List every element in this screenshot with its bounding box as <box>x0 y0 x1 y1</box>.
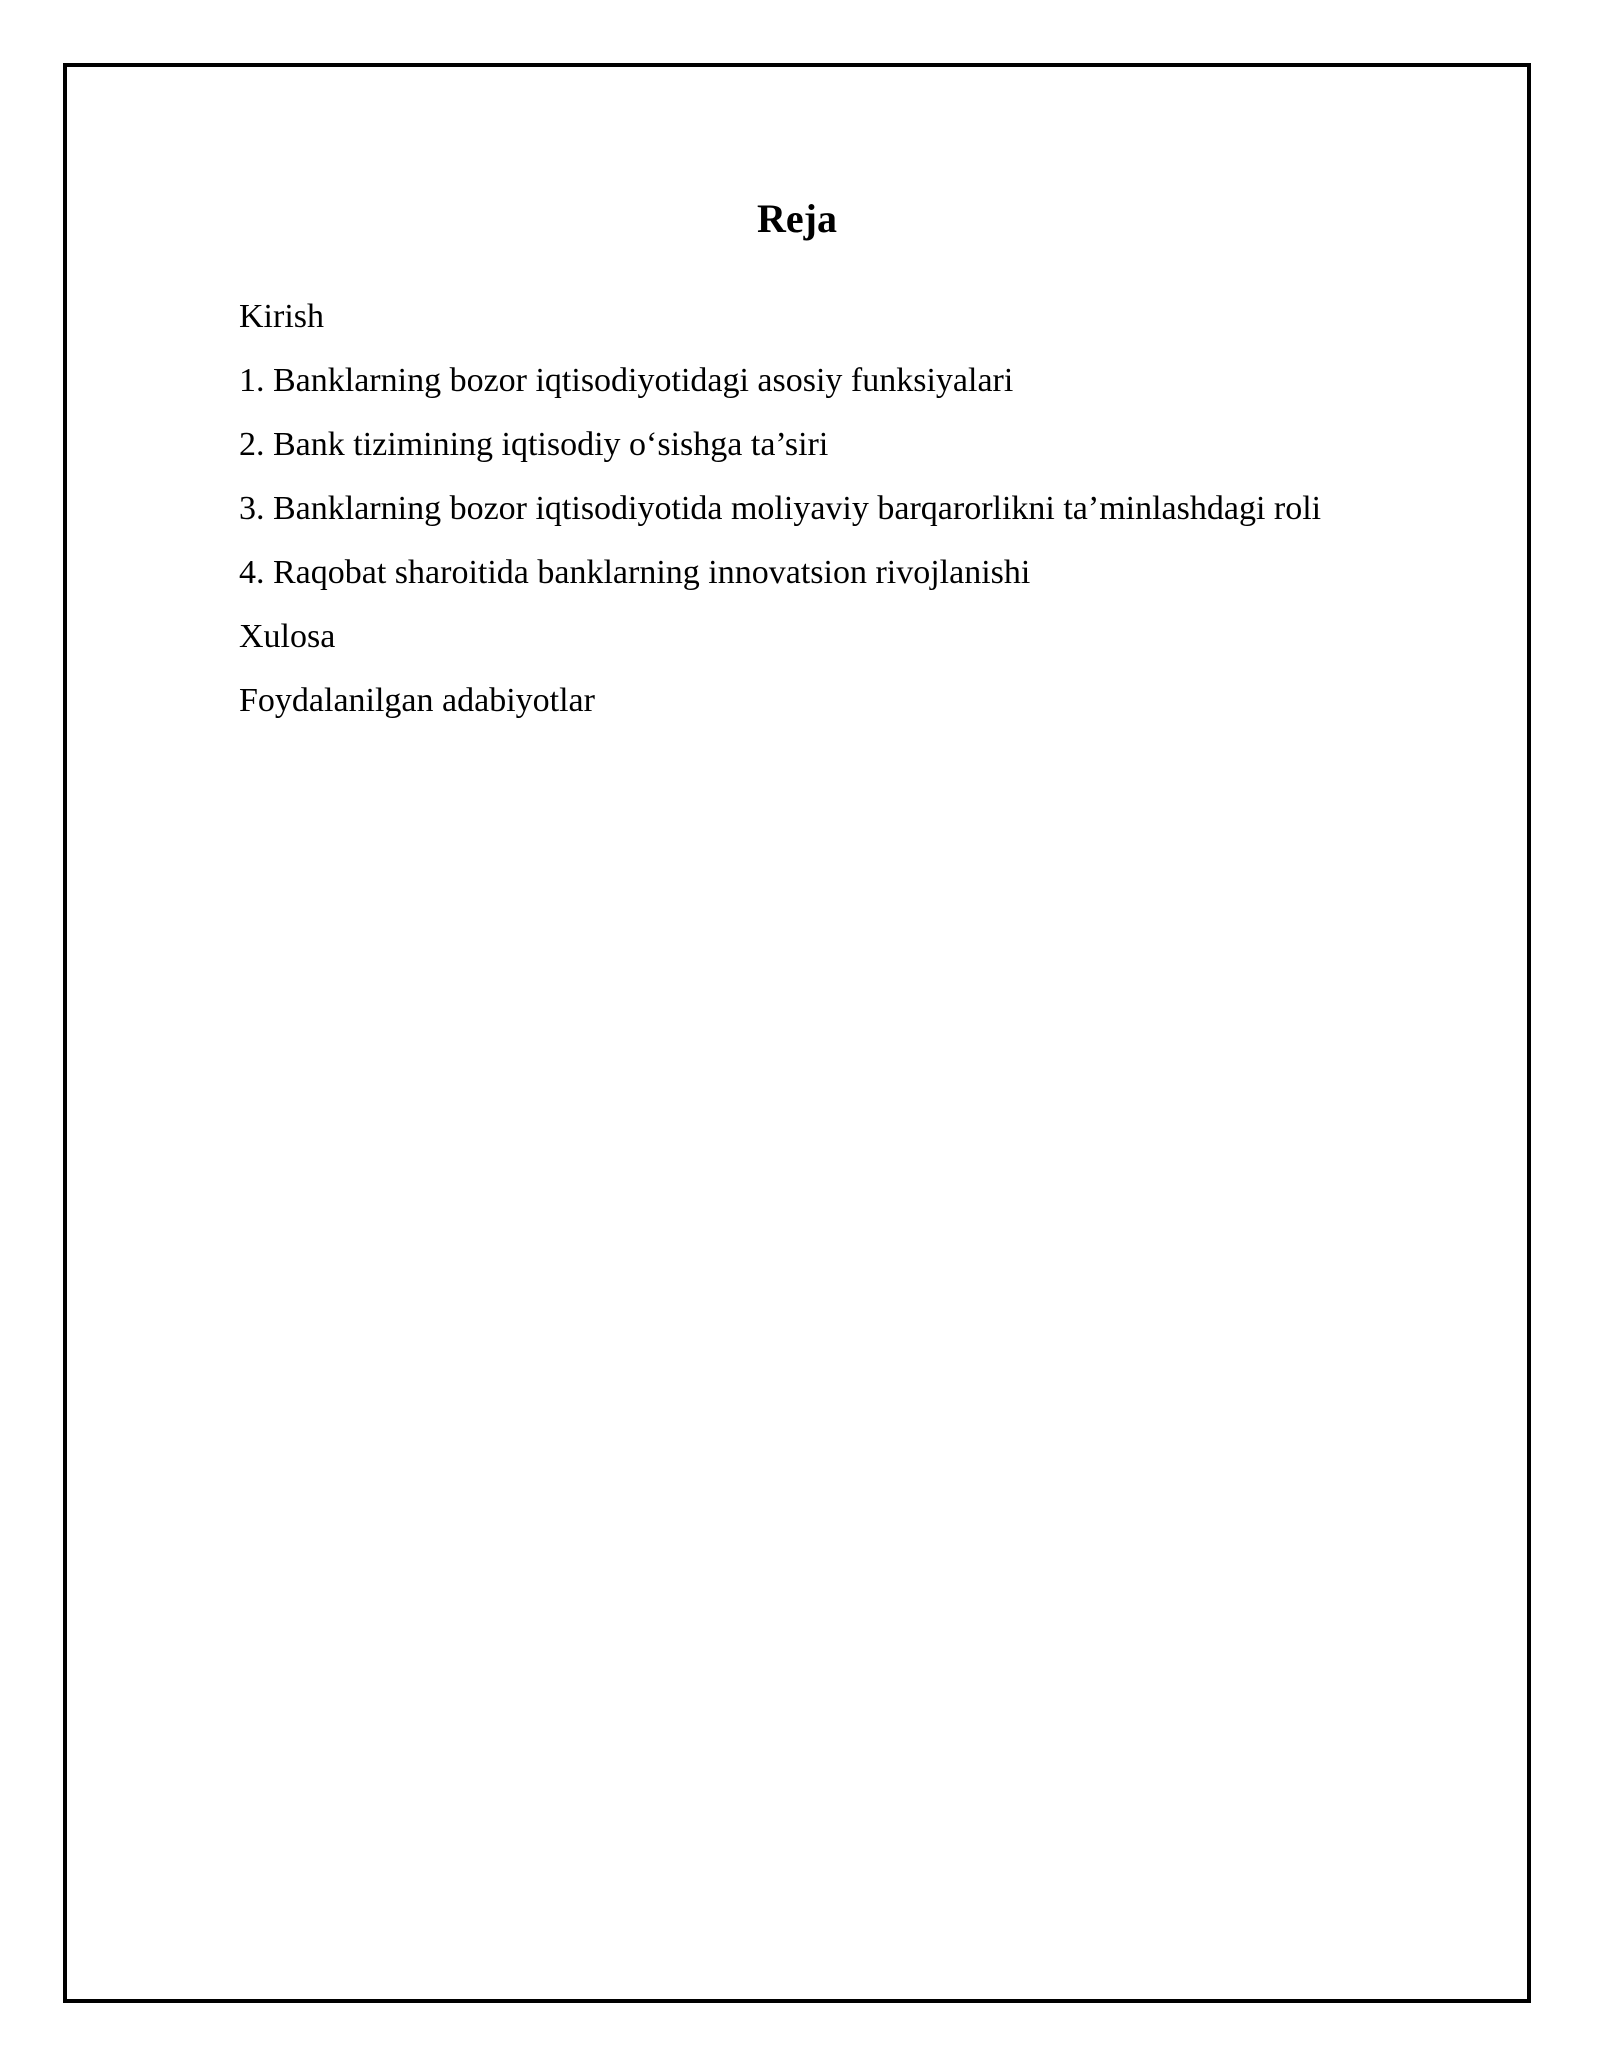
toc-item-1: 1. Banklarning bozor iqtisodiyotidagi asosiy funksiyalari <box>239 362 1014 399</box>
toc-item-introduction: Kirish <box>239 298 324 335</box>
toc-item-4: 4. Raqobat sharoitida banklarning innovatsion rivojlanishi <box>239 554 1031 591</box>
toc-item-references: Foydalanilgan adabiyotlar <box>239 682 595 719</box>
page-border-frame <box>63 63 1531 2003</box>
toc-item-3: 3. Banklarning bozor iqtisodiyotida moliyaviy barqarorlikni ta’minlashdagi roli <box>239 490 1322 527</box>
toc-item-2: 2. Bank tizimining iqtisodiy o‘sishga ta’siri <box>239 426 829 463</box>
document-title: Reja <box>757 196 837 241</box>
toc-item-conclusion: Xulosa <box>239 618 336 655</box>
table-of-contents <box>239 293 1439 741</box>
